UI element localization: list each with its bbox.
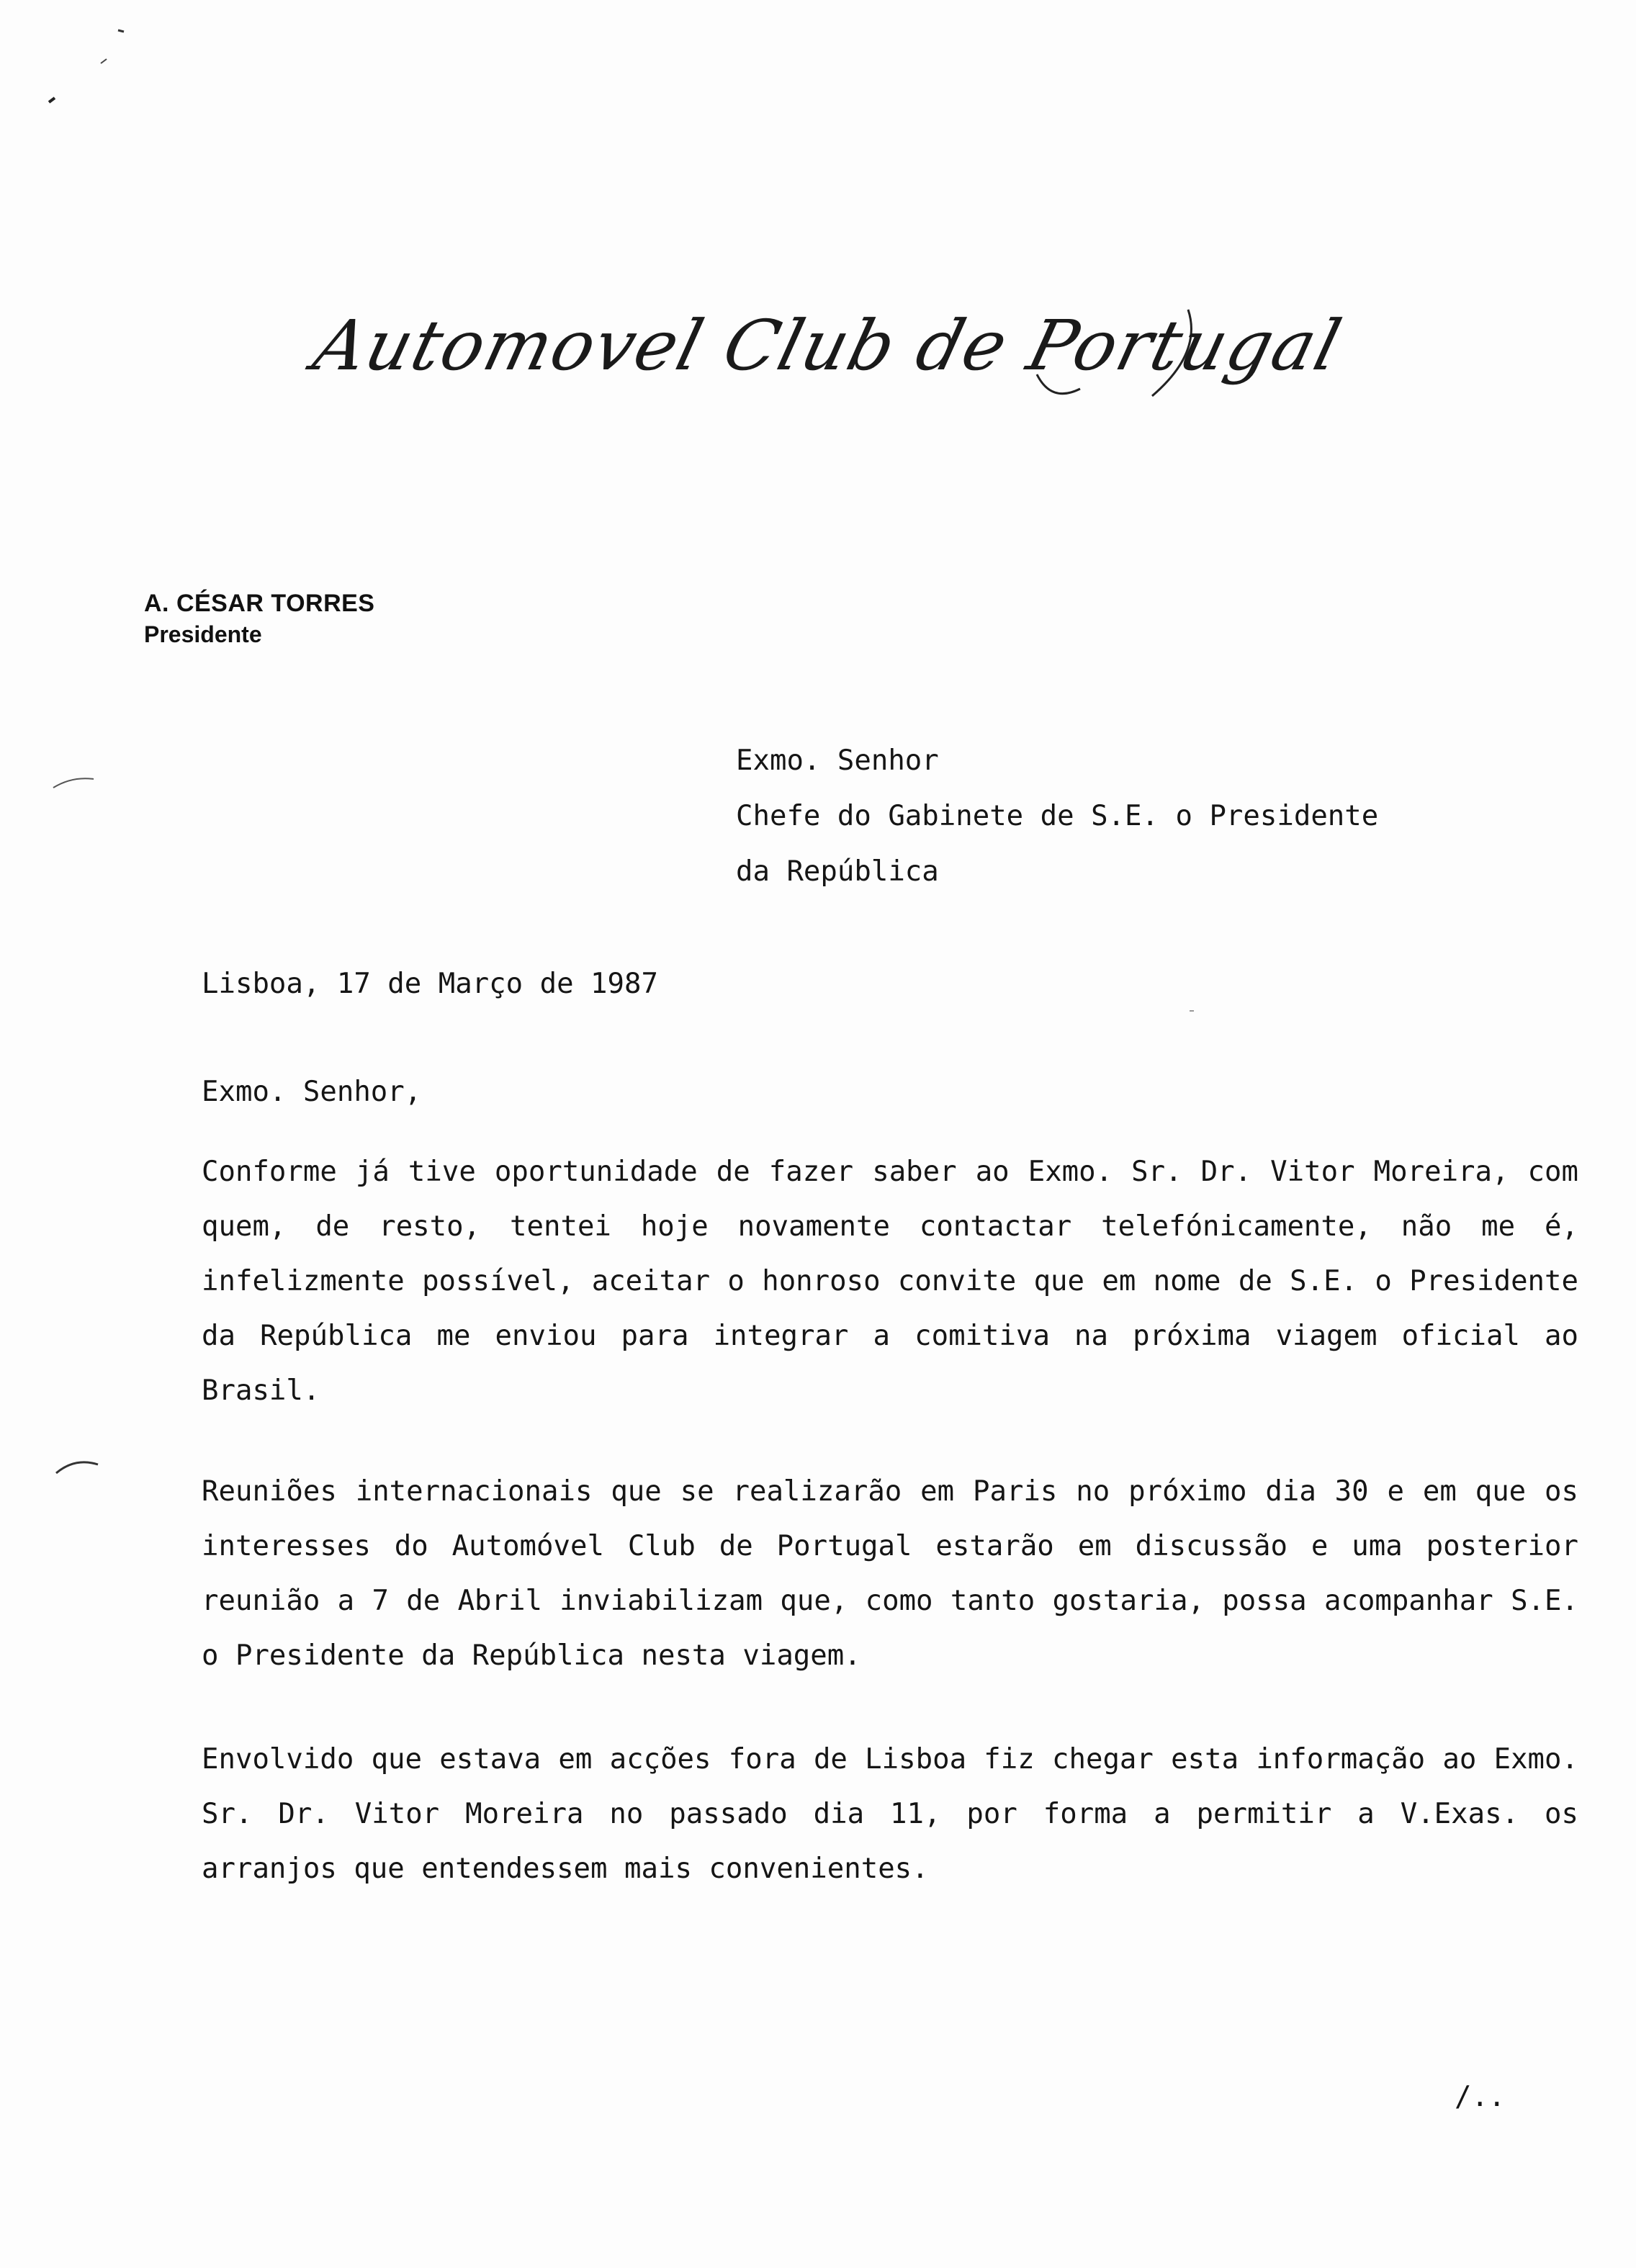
date-line: Lisboa, 17 de Março de 1987 — [202, 968, 658, 1000]
continuation-marker: /.. — [1455, 2081, 1506, 2113]
speck-mark — [1188, 1008, 1197, 1014]
body-paragraph: Reuniões internacionais que se realizarão em Paris no próximo dia 30 e em que os interesses do Automóvel Club de Portugal estarão em discussão e uma posterior reunião a 7 de Abril inviabilizam que, como tanto gostaria, possa acompanhar S.E. o Presidente da República nesta viagem. — [202, 1475, 1578, 1672]
letterhead-title: Automovel Club de Portugal — [306, 305, 1350, 386]
body-paragraph: Conforme já tive oportunidade de fazer saber ao Exmo. Sr. Dr. Vitor Moreira, com quem, de resto, tentei hoje novamente contactar telefónicamente, não me é, infelizmente possível, aceitar o honroso convite que em nome de S.E. o Presidente da República me enviou para integrar a comitiva na próxima viagem oficial ao Brasil. — [202, 1156, 1578, 1407]
letterhead — [306, 288, 1350, 403]
addressee-line: Exmo. Senhor — [736, 744, 939, 777]
addressee-line: da República — [736, 855, 939, 888]
scan-mark-top — [43, 22, 130, 115]
addressee-block — [736, 733, 1378, 899]
punch-mark-lower — [53, 1452, 104, 1480]
body-paragraph: Envolvido que estava em acções fora de Lisboa fiz chegar esta informação ao Exmo. Sr. Dr. Vitor Moreira no passado dia 11, por forma a permitir a V.Exas. os arranjos que entendessem mais convenientes. — [202, 1743, 1578, 1885]
salutation: Exmo. Senhor, — [202, 1076, 422, 1108]
punch-mark-upper — [50, 773, 101, 795]
addressee-line: Chefe do Gabinete de S.E. o Presidente — [736, 800, 1379, 832]
sender-block — [144, 588, 374, 649]
sender-name: A. CÉSAR TORRES — [144, 590, 375, 617]
sender-title: Presidente — [144, 621, 262, 647]
